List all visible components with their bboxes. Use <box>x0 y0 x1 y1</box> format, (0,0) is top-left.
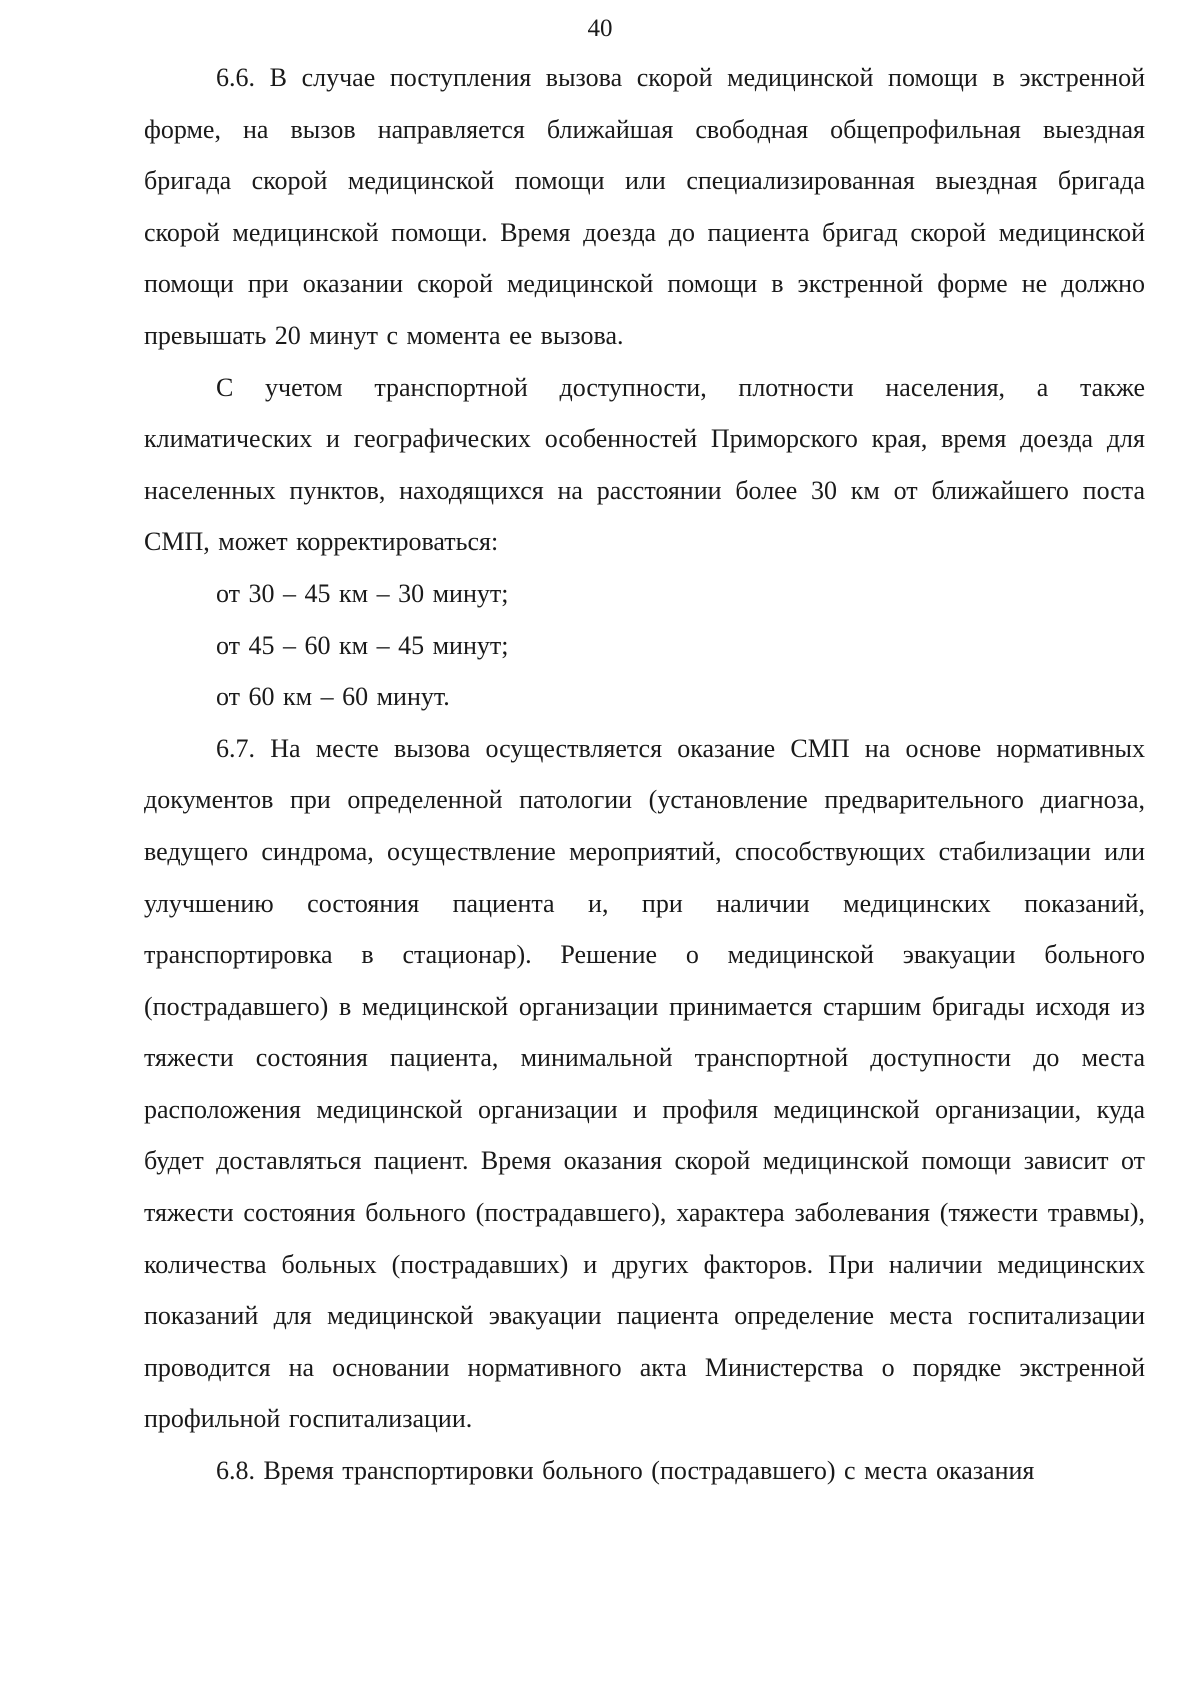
paragraph-travel-time-adjustment: С учетом транспортной доступности, плотности населения, а также климатических и географических особенностей Приморского края, время доезда для населенных пунктов, находящихся на расстоянии более 30 км от ближайшего поста СМП, может корректироваться: <box>144 372 1145 557</box>
paragraph-6-7: 6.7. На месте вызова осуществляется оказание СМП на основе нормативных документов при определенной патологии (установление предварительного диагноза, ведущего синдрома, осуществление мероприятий, способствующих стабилизации или улучшению состояния пациента и, при наличии медицинских показаний, транспортировка в стационар). Решение о медицинской эвакуации больного (пострадавшего) в медицинской организации принимается старшим бригады исходя из тяжести состояния пациента, минимальной транспортной доступности до места расположения медицинской организации и профиля медицинской организации, куда будет доставляться пациент. Время оказания скорой медицинской помощи зависит от тяжести состояния больного (пострадавшего), характера заболевания (тяжести травмы), количества больных (пострадавших) и других факторов. При наличии медицинских показаний для медицинской эвакуации пациента определение места госпитализации проводится на основании нормативного акта Министерства о порядке экстренной профильной госпитализации. <box>144 733 1145 1434</box>
document-body <box>144 52 1145 1497</box>
paragraph-6-6: 6.6. В случае поступления вызова скорой медицинской помощи в экстренной форме, на вызов направляется ближайшая свободная общепрофильная выездная бригада скорой медицинской помощи или специализированная выездная бригада скорой медицинской помощи. Время доезда до пациента бригад скорой медицинской помощи при оказании скорой медицинской помощи в экстренной форме не должно превышать 20 минут с момента ее вызова. <box>144 63 1145 350</box>
page-number: 40 <box>587 15 613 42</box>
list-item-30-45-km: от 30 – 45 км – 30 минут; <box>216 578 509 608</box>
list-item-45-60-km: от 45 – 60 км – 45 минут; <box>216 630 509 660</box>
paragraph-6-8: 6.8. Время транспортировки больного (пострадавшего) с места оказания <box>216 1456 1035 1486</box>
list-item-60-km: от 60 км – 60 минут. <box>216 682 450 712</box>
